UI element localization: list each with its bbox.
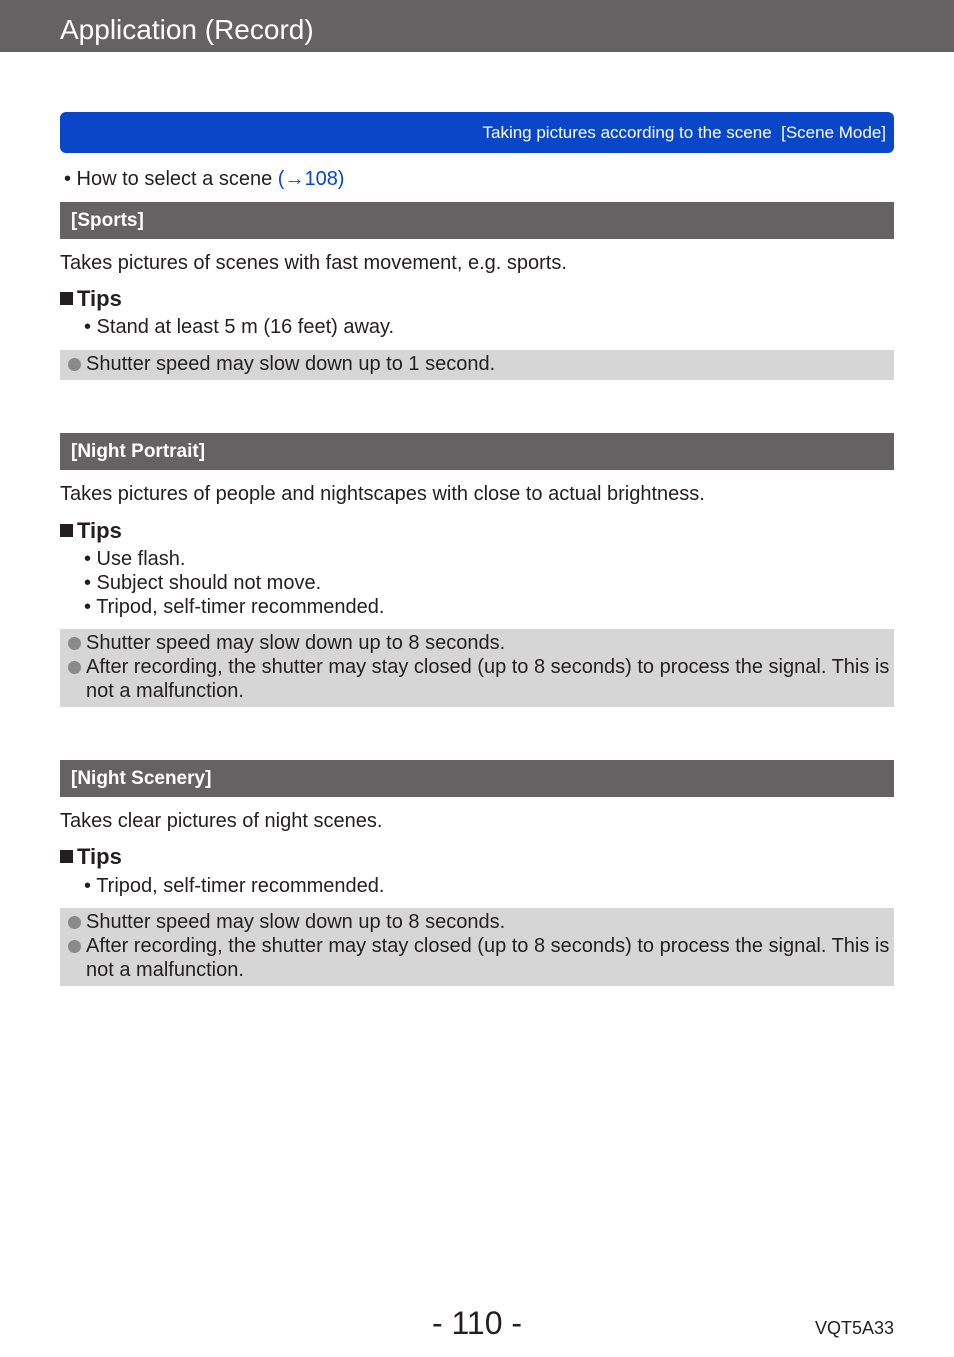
square-bullet-icon	[60, 850, 73, 863]
tip-item: • Subject should not move.	[84, 572, 322, 594]
section-header-night-scenery	[60, 760, 894, 797]
section-title: [Night Portrait]	[71, 441, 206, 462]
tips-list	[84, 547, 384, 619]
note-item: Shutter speed may slow down up to 8 seconds.	[68, 631, 894, 655]
circle-bullet-icon	[68, 940, 81, 953]
note-item: After recording, the shutter may stay closed (up to 8 seconds) to process the signal. This is not a malfunction.	[68, 934, 894, 982]
note-box	[60, 350, 894, 380]
scene-mode-banner	[60, 112, 894, 153]
page-reference-link[interactable]: (→108)	[277, 168, 345, 190]
note-box	[60, 908, 894, 986]
section-description: Takes clear pictures of night scenes.	[60, 810, 383, 832]
header-bar	[0, 0, 954, 52]
document-code: VQT5A33	[814, 1318, 894, 1338]
page-title: Application (Record)	[60, 14, 314, 45]
tip-item: • Stand at least 5 m (16 feet) away.	[84, 316, 395, 338]
tips-list	[84, 874, 384, 898]
note-item: After recording, the shutter may stay closed (up to 8 seconds) to process the signal. This is not a malfunction.	[68, 655, 894, 703]
section-description: Takes pictures of people and nightscapes with close to actual brightness.	[60, 483, 705, 505]
section-title: [Sports]	[71, 210, 144, 231]
circle-bullet-icon	[68, 358, 81, 371]
note-item: Shutter speed may slow down up to 8 seconds.	[68, 910, 894, 934]
square-bullet-icon	[60, 524, 73, 537]
circle-bullet-icon	[68, 637, 81, 650]
how-to-select-text: • How to select a scene	[64, 168, 278, 190]
tips-heading: Tips	[60, 844, 122, 870]
note-box	[60, 629, 894, 707]
how-to-select-line	[64, 167, 344, 191]
banner-text: Taking pictures according to the scene [Scene Mode]	[482, 123, 886, 142]
square-bullet-icon	[60, 292, 73, 305]
tips-heading: Tips	[60, 518, 122, 544]
tips-list	[84, 315, 394, 339]
tips-heading: Tips	[60, 286, 122, 312]
page-number: - 110 -	[431, 1305, 523, 1341]
section-description: Takes pictures of scenes with fast movement, e.g. sports.	[60, 252, 567, 274]
section-header-sports	[60, 202, 894, 239]
tip-item: • Use flash.	[84, 548, 186, 570]
tip-item: • Tripod, self-timer recommended.	[84, 596, 385, 618]
section-header-night-portrait	[60, 433, 894, 470]
circle-bullet-icon	[68, 916, 81, 929]
section-title: [Night Scenery]	[71, 768, 212, 789]
tip-item: • Tripod, self-timer recommended.	[84, 875, 385, 897]
circle-bullet-icon	[68, 661, 81, 674]
note-item: Shutter speed may slow down up to 1 second.	[68, 352, 894, 376]
